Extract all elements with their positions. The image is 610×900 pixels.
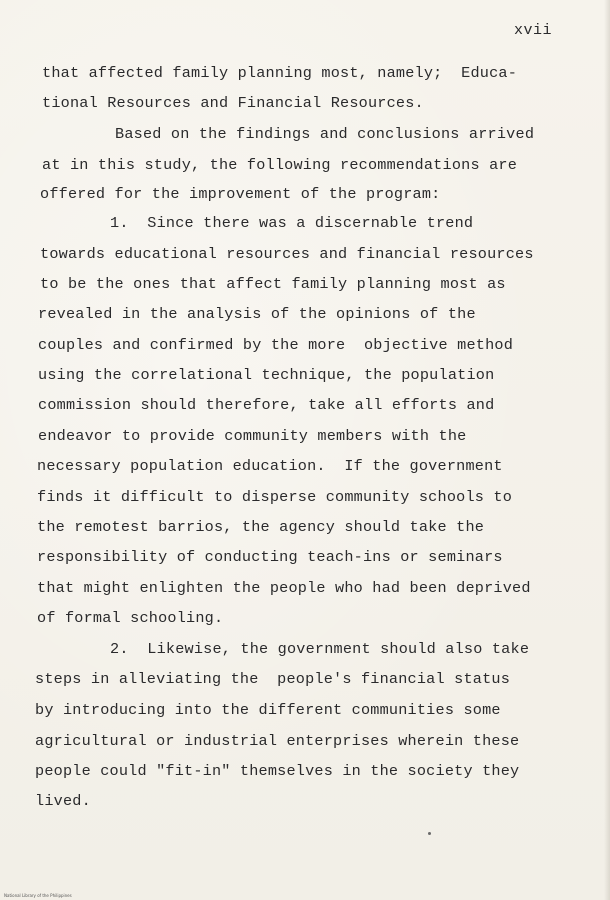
page-number: xvii [513,22,552,39]
recommendation-2-start: 2. Likewise, the government should also take [110,640,530,658]
text-line: endeavor to provide community members with the [38,427,467,445]
text-line: couples and confirmed by the more objective method [38,336,514,354]
text-line: revealed in the analysis of the opinions of the [38,305,476,323]
text-line: to be the ones that affect family planning most as [40,275,506,293]
text-line: tional Resources and Financial Resources. [42,94,424,112]
text-line: steps in alleviating the people's financial status [35,670,511,688]
text-line: lived. [35,792,91,810]
recommendation-1-start: 1. Since there was a discernable trend [110,214,474,232]
text-line: towards educational resources and financial resources [40,245,534,263]
text-line: responsibility of conducting teach-ins or seminars [37,548,503,566]
text-line: people could "fit-in" themselves in the society they [35,762,520,780]
text-line: at in this study, the following recommendations are [42,156,518,174]
text-line: of formal schooling. [37,609,224,627]
text-line: finds it difficult to disperse community schools to [37,488,513,506]
text-line: offered for the improvement of the program: [40,185,441,203]
text-line: commission should therefore, take all efforts and [38,396,495,414]
text-line: necessary population education. If the government [37,457,503,475]
text-line: that affected family planning most, namely; Educa- [42,64,518,82]
text-line: agricultural or industrial enterprises wherein these [35,732,520,750]
paragraph-start-line: Based on the findings and conclusions arrived [115,125,535,143]
text-line: the remotest barrios, the agency should take the [37,518,485,536]
text-line: that might enlighten the people who had been deprived [37,579,531,597]
footer-note: National Library of the Philippines [4,893,72,898]
page-edge-shadow [604,0,610,900]
text-line: using the correlational technique, the population [38,366,495,384]
paper-speck [428,832,431,835]
text-line: by introducing into the different communities some [35,701,501,719]
